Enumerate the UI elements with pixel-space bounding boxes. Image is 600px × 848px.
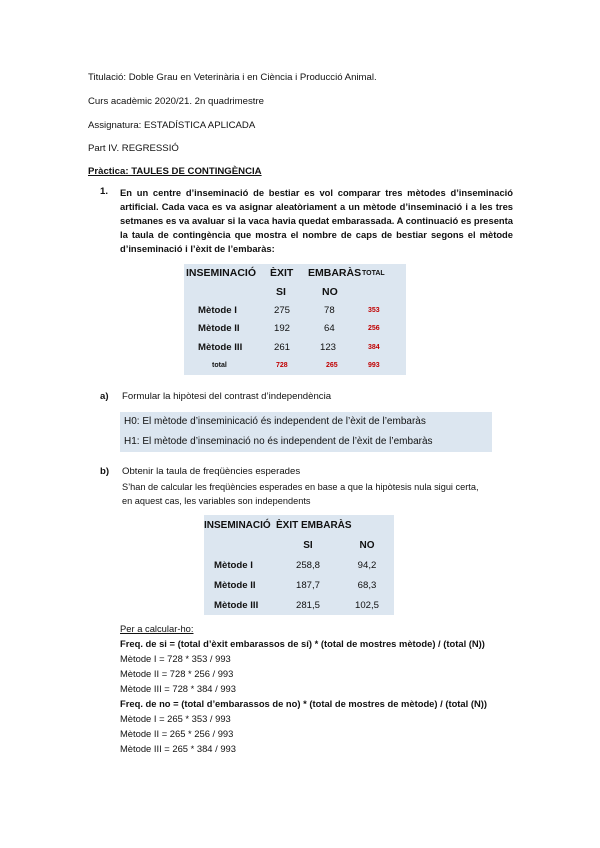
row-label: Mètode I xyxy=(214,559,253,571)
calc-si-line: Mètode II = 728 * 256 / 993 xyxy=(120,668,234,679)
calc-si-line: Mètode I = 728 * 353 / 993 xyxy=(120,653,231,664)
cell-total: 353 xyxy=(368,306,380,314)
calc-si-formula: Freq. de si = (total d’èxit embarassos de sí) * (total de mostres mètode) / (total (N)) xyxy=(120,638,485,649)
cell-si: 281,5 xyxy=(295,599,320,611)
hypothesis-h0: H0: El mètode d’inseminicació és independent de l’èxit de l’embaràs xyxy=(120,412,492,432)
cell-no: 123 xyxy=(320,341,337,353)
table-row xyxy=(204,575,394,595)
table-subheader-row xyxy=(184,283,406,302)
part-b-line1: S’han de calcular les freqüències esperades en base a que la hipòtesis nula sigui certa, xyxy=(122,482,479,492)
hypothesis-h1: H1: El mètode d’inseminació no és independent de l’èxit de l’embaràs xyxy=(120,432,492,452)
cell-total: 256 xyxy=(368,325,380,333)
row-label: Mètode II xyxy=(214,579,256,591)
cell-si: 192 xyxy=(274,323,291,335)
part-a-letter: a) xyxy=(100,391,109,402)
calc-si-line: Mètode III = 728 * 384 / 993 xyxy=(120,683,236,694)
part-b-line2: en aquest cas, les variables son independents xyxy=(122,496,311,506)
header-total: TOTAL xyxy=(362,269,385,277)
total-total: 993 xyxy=(368,362,380,370)
header-exit: ÈXIT xyxy=(270,267,294,280)
cell-no: 102,5 xyxy=(354,599,379,611)
cell-si: 258,8 xyxy=(295,559,320,571)
table-row xyxy=(184,338,406,357)
cell-no: 78 xyxy=(324,304,335,316)
assignatura-line: Assignatura: ESTADÍSTICA APLICADA xyxy=(88,120,256,131)
total-label: total xyxy=(212,362,227,370)
subheader-si: SI xyxy=(276,285,286,298)
table-header-row xyxy=(184,264,406,283)
curs-line: Curs acadèmic 2020/21. 2n quadrimestre xyxy=(88,96,264,107)
cell-si: 187,7 xyxy=(295,579,320,591)
practica-title: Pràctica: TAULES DE CONTINGÈNCIA xyxy=(88,166,262,177)
cell-si: 275 xyxy=(274,304,291,316)
row-label: Mètode I xyxy=(198,304,237,316)
part-a-title: Formular la hipòtesi del contrast d’independència xyxy=(122,391,332,402)
table-row xyxy=(184,301,406,320)
header-exit-embaras: ÈXIT EMBARÀS xyxy=(276,519,352,531)
part-line: Part IV. REGRESSIÓ xyxy=(88,143,179,154)
row-label: Mètode II xyxy=(198,323,240,335)
row-label: Mètode III xyxy=(214,599,259,611)
cell-si: 261 xyxy=(274,341,291,353)
subheader-no: NO xyxy=(322,285,338,298)
exercise-statement: En un centre d’inseminació de bestiar es vol comparar tres mètodes d’inseminació artificial. Cada vaca es va asignar aleatòriament a un mètode d’inseminació i a les tres setmanes es va avaluar si la vaca havia quedat embarassada. A continuació es presenta la taula de contingència que mostra el nombre de caps de bestiar segons el mètode d’inseminació i l’èxit de l’embaràs: xyxy=(120,187,513,254)
calc-no-line: Mètode I = 265 * 353 / 993 xyxy=(120,713,231,724)
calc-heading: Per a calcular-ho: xyxy=(120,623,194,634)
cell-no: 64 xyxy=(324,323,335,335)
contingency-table xyxy=(184,264,406,375)
cell-total: 384 xyxy=(368,343,380,351)
subheader-no: NO xyxy=(359,539,375,551)
row-label: Mètode III xyxy=(198,341,243,353)
part-b-title: Obtenir la taula de freqüències esperades xyxy=(122,466,301,477)
table-header-row xyxy=(204,515,394,535)
header-inseminacio: INSEMINACIÓ xyxy=(204,519,271,531)
cell-no: 68,3 xyxy=(357,579,377,591)
calc-no-formula: Freq. de no = (total d’embarassos de no) * (total de mostres de mètode) / (total (N)) xyxy=(120,698,487,709)
table-subheader-row xyxy=(204,535,394,555)
expected-frequencies-table xyxy=(204,515,394,615)
calc-no-line: Mètode III = 265 * 384 / 993 xyxy=(120,743,236,754)
header-embaras: EMBARÀS xyxy=(308,267,362,280)
exercise-number: 1. xyxy=(100,186,109,197)
header-inseminacio: INSEMINACIÓ xyxy=(186,267,257,280)
table-row xyxy=(184,320,406,339)
table-total-row xyxy=(184,357,406,376)
subheader-si: SI xyxy=(303,539,313,551)
total-no: 265 xyxy=(326,362,338,370)
cell-no: 94,2 xyxy=(357,559,377,571)
calc-no-line: Mètode II = 265 * 256 / 993 xyxy=(120,728,234,739)
table-row xyxy=(204,555,394,575)
part-b-letter: b) xyxy=(100,466,110,477)
total-si: 728 xyxy=(276,362,288,370)
table-row xyxy=(204,595,394,615)
titulacio-line: Titulació: Doble Grau en Veterinària i en Ciència i Producció Animal. xyxy=(88,72,377,83)
